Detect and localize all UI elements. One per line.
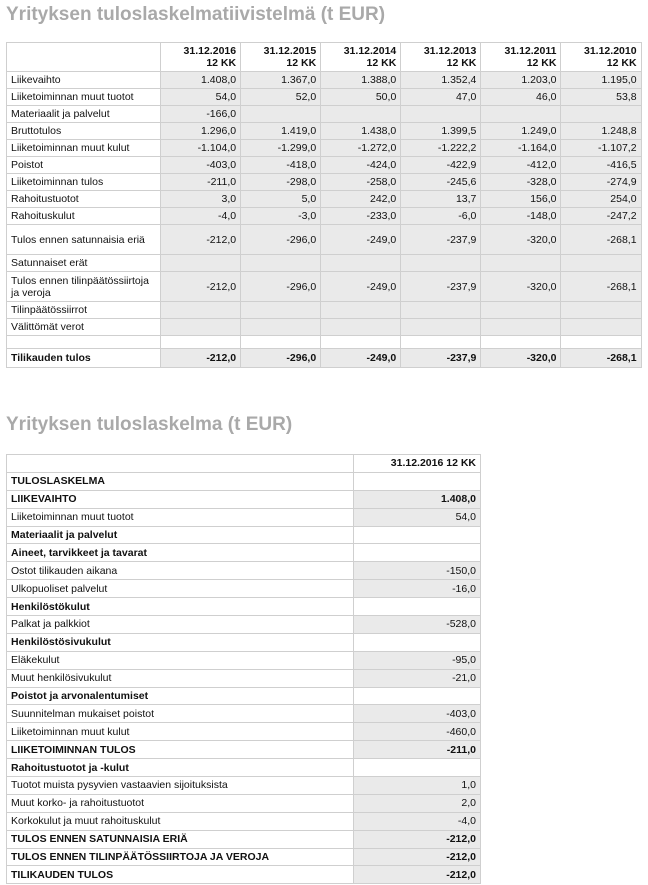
summary-cell: 1.419,0 (241, 123, 321, 140)
summary-total-label: Tilikauden tulos (7, 349, 161, 368)
spacer-cell (561, 336, 641, 349)
summary-cell: -296,0 (241, 272, 321, 302)
summary-cell: 1.296,0 (161, 123, 241, 140)
summary-cell: 50,0 (321, 89, 401, 106)
detail-row (7, 562, 481, 580)
period-header (401, 43, 481, 72)
summary-cell: -249,0 (321, 225, 401, 255)
detail-row (7, 490, 481, 508)
detail-row (7, 526, 481, 544)
summary-row-label: Liiketoiminnan tulos (7, 174, 161, 191)
summary-cell: -3,0 (241, 208, 321, 225)
summary-row (7, 89, 642, 106)
summary-cell: -247,2 (561, 208, 641, 225)
detail-row (7, 508, 481, 526)
summary-cell: 242,0 (321, 191, 401, 208)
summary-cell (161, 255, 241, 272)
summary-cell (481, 319, 561, 336)
period-header (161, 43, 241, 72)
summary-row (7, 140, 642, 157)
summary-row-label: Tulos ennen satunnaisia eriä (7, 225, 161, 255)
summary-cell (161, 302, 241, 319)
detail-row (7, 616, 481, 634)
summary-cell: 254,0 (561, 191, 641, 208)
summary-row (7, 123, 642, 140)
summary-cell: -212,0 (161, 225, 241, 255)
detail-row-value: -16,0 (354, 580, 481, 598)
summary-cell (161, 319, 241, 336)
summary-row-label: Tulos ennen tilinpäätössiirtoja ja veroja (7, 272, 161, 302)
summary-row (7, 174, 642, 191)
detail-row-label: Muut henkilösivukulut (7, 669, 354, 687)
summary-cell: -1.104,0 (161, 140, 241, 157)
summary-row-label: Rahoitustuotot (7, 191, 161, 208)
summary-cell: 1.408,0 (161, 72, 241, 89)
detail-header-row (7, 455, 481, 473)
summary-spacer-row (7, 336, 642, 349)
period-length: 12 KK (206, 57, 237, 69)
period-date: 31.12.2014 (343, 45, 397, 57)
summary-cell (561, 319, 641, 336)
summary-row-label: Poistot (7, 157, 161, 174)
period-length: 12 KK (366, 57, 397, 69)
detail-row (7, 472, 481, 490)
detail-header-corner (7, 455, 354, 473)
detail-row-label: Korkokulut ja muut rahoituskulut (7, 812, 354, 830)
detail-row-value (354, 687, 481, 705)
detail-row-value (354, 598, 481, 616)
summary-cell (321, 319, 401, 336)
detail-row-label: Henkilöstökulut (7, 598, 354, 616)
detail-row (7, 741, 481, 759)
summary-cell: -237,9 (401, 225, 481, 255)
summary-cell: -249,0 (321, 272, 401, 302)
detail-row-value: 1,0 (354, 777, 481, 795)
summary-cell (481, 302, 561, 319)
spacer-cell (241, 336, 321, 349)
detail-row-label: Materiaalit ja palvelut (7, 526, 354, 544)
detail-row (7, 544, 481, 562)
detail-row-label: TULOS ENNEN TILINPÄÄTÖSSIIRTOJA JA VEROJA (7, 848, 354, 866)
summary-row (7, 208, 642, 225)
summary-cell: -422,9 (401, 157, 481, 174)
detail-table (6, 454, 481, 884)
detail-row (7, 777, 481, 795)
detail-row (7, 812, 481, 830)
detail-row-label: Poistot ja arvonalentumiset (7, 687, 354, 705)
summary-cell: -320,0 (481, 272, 561, 302)
summary-cell: -424,0 (321, 157, 401, 174)
detail-row-label: Eläkekulut (7, 651, 354, 669)
summary-cell: -1.107,2 (561, 140, 641, 157)
summary-cell: 1.195,0 (561, 72, 641, 89)
summary-cell: -296,0 (241, 225, 321, 255)
period-date: 31.12.2015 (263, 45, 317, 57)
summary-cell: -4,0 (161, 208, 241, 225)
summary-row-label: Välittömät verot (7, 319, 161, 336)
summary-cell: -268,1 (561, 225, 641, 255)
summary-cell: -1.299,0 (241, 140, 321, 157)
summary-row-label: Liiketoiminnan muut tuotot (7, 89, 161, 106)
summary-cell (401, 302, 481, 319)
detail-row-value: -21,0 (354, 669, 481, 687)
summary-cell: -268,1 (561, 272, 641, 302)
period-header (481, 43, 561, 72)
detail-row (7, 794, 481, 812)
summary-row (7, 225, 642, 255)
summary-total-cell: -212,0 (161, 349, 241, 368)
summary-row-label: Materiaalit ja palvelut (7, 106, 161, 123)
detail-row (7, 633, 481, 651)
detail-row-label: Suunnitelman mukaiset poistot (7, 705, 354, 723)
detail-row-value (354, 633, 481, 651)
detail-row-value: -460,0 (354, 723, 481, 741)
summary-cell: 3,0 (161, 191, 241, 208)
summary-cell (241, 255, 321, 272)
summary-cell (321, 106, 401, 123)
detail-row (7, 830, 481, 848)
period-date: 31.12.2011 (504, 45, 557, 57)
detail-row-label: Palkat ja palkkiot (7, 616, 354, 634)
detail-row (7, 598, 481, 616)
summary-cell: -258,0 (321, 174, 401, 191)
summary-cell: 13,7 (401, 191, 481, 208)
summary-cell: 1.388,0 (321, 72, 401, 89)
summary-cell: -245,6 (401, 174, 481, 191)
summary-row-label: Satunnaiset erät (7, 255, 161, 272)
summary-cell: 1.249,0 (481, 123, 561, 140)
summary-cell: -416,5 (561, 157, 641, 174)
summary-cell: -1.222,2 (401, 140, 481, 157)
summary-cell: -1.164,0 (481, 140, 561, 157)
period-length: 12 KK (606, 57, 637, 69)
summary-cell (401, 319, 481, 336)
summary-cell: 47,0 (401, 89, 481, 106)
summary-total-cell: -320,0 (481, 349, 561, 368)
summary-row (7, 191, 642, 208)
summary-cell: 156,0 (481, 191, 561, 208)
summary-row-label: Rahoituskulut (7, 208, 161, 225)
summary-row (7, 319, 642, 336)
detail-row-value: 2,0 (354, 794, 481, 812)
period-date: 31.12.2010 (584, 45, 637, 57)
summary-cell: -166,0 (161, 106, 241, 123)
summary-row (7, 302, 642, 319)
detail-row (7, 669, 481, 687)
detail-row-label: TULOSLASKELMA (7, 472, 354, 490)
summary-cell (401, 106, 481, 123)
summary-cell: -6,0 (401, 208, 481, 225)
summary-cell: -148,0 (481, 208, 561, 225)
detail-title: Yrityksen tuloslaskelma (t EUR) (6, 414, 293, 435)
period-date: 31.12.2016 (183, 45, 237, 57)
summary-row (7, 72, 642, 89)
summary-cell: -412,0 (481, 157, 561, 174)
summary-row (7, 157, 642, 174)
detail-row (7, 687, 481, 705)
detail-row (7, 651, 481, 669)
spacer-cell (161, 336, 241, 349)
summary-cell: -212,0 (161, 272, 241, 302)
summary-cell: 53,8 (561, 89, 641, 106)
summary-cell: -320,0 (481, 225, 561, 255)
detail-row-value: 54,0 (354, 508, 481, 526)
summary-cell: 1.367,0 (241, 72, 321, 89)
detail-row (7, 723, 481, 741)
period-length: 12 KK (286, 57, 317, 69)
summary-cell: 1.399,5 (401, 123, 481, 140)
summary-cell: -1.272,0 (321, 140, 401, 157)
detail-row-value: -150,0 (354, 562, 481, 580)
summary-total-cell: -268,1 (561, 349, 641, 368)
summary-total-cell: -296,0 (241, 349, 321, 368)
detail-row-label: Henkilöstösivukulut (7, 633, 354, 651)
summary-cell: -418,0 (241, 157, 321, 174)
period-date: 31.12.2013 (423, 45, 477, 57)
detail-row-label: Liiketoiminnan muut kulut (7, 723, 354, 741)
period-header (561, 43, 641, 72)
detail-row-label: Tuotot muista pysyvien vastaavien sijoituksista (7, 777, 354, 795)
summary-cell: 1.203,0 (481, 72, 561, 89)
summary-cell: 1.438,0 (321, 123, 401, 140)
summary-cell: 54,0 (161, 89, 241, 106)
summary-cell (241, 302, 321, 319)
summary-cell: -237,9 (401, 272, 481, 302)
spacer-cell (7, 336, 161, 349)
detail-row-value (354, 472, 481, 490)
summary-cell: -211,0 (161, 174, 241, 191)
spacer-cell (401, 336, 481, 349)
detail-row-label: LIIKEVAIHTO (7, 490, 354, 508)
detail-row-value: -528,0 (354, 616, 481, 634)
summary-row-label: Liikevaihto (7, 72, 161, 89)
detail-row-value: 1.408,0 (354, 490, 481, 508)
summary-table (6, 42, 642, 368)
detail-row (7, 705, 481, 723)
summary-cell (241, 319, 321, 336)
summary-row-label: Liiketoiminnan muut kulut (7, 140, 161, 157)
summary-cell (561, 106, 641, 123)
summary-row-label: Bruttotulos (7, 123, 161, 140)
detail-row-value: -211,0 (354, 741, 481, 759)
detail-row (7, 848, 481, 866)
summary-cell (401, 255, 481, 272)
summary-row (7, 272, 642, 302)
summary-total-cell: -249,0 (321, 349, 401, 368)
detail-row-label: LIIKETOIMINNAN TULOS (7, 741, 354, 759)
summary-cell: 1.248,8 (561, 123, 641, 140)
detail-row-label: Ostot tilikauden aikana (7, 562, 354, 580)
detail-row-label: TILIKAUDEN TULOS (7, 866, 354, 884)
summary-total-cell: -237,9 (401, 349, 481, 368)
detail-row-value: -95,0 (354, 651, 481, 669)
summary-cell (241, 106, 321, 123)
detail-row-value: -403,0 (354, 705, 481, 723)
detail-row (7, 866, 481, 884)
period-header (241, 43, 321, 72)
summary-cell: -403,0 (161, 157, 241, 174)
detail-row-label: Rahoitustuotot ja -kulut (7, 759, 354, 777)
detail-row-value (354, 759, 481, 777)
detail-row-label: TULOS ENNEN SATUNNAISIA ERIÄ (7, 830, 354, 848)
summary-cell: -328,0 (481, 174, 561, 191)
detail-row (7, 759, 481, 777)
summary-cell: 5,0 (241, 191, 321, 208)
period-header (321, 43, 401, 72)
summary-cell: 46,0 (481, 89, 561, 106)
detail-row-value: -212,0 (354, 848, 481, 866)
summary-cell: 1.352,4 (401, 72, 481, 89)
detail-row-label: Liiketoiminnan muut tuotot (7, 508, 354, 526)
detail-row-value (354, 544, 481, 562)
detail-row-value (354, 526, 481, 544)
summary-total-row (7, 349, 642, 368)
summary-cell (321, 302, 401, 319)
detail-row-label: Ulkopuoliset palvelut (7, 580, 354, 598)
summary-cell (561, 255, 641, 272)
detail-row-value: -212,0 (354, 830, 481, 848)
detail-row-label: Muut korko- ja rahoitustuotot (7, 794, 354, 812)
spacer-cell (321, 336, 401, 349)
detail-row-label: Aineet, tarvikkeet ja tavarat (7, 544, 354, 562)
summary-row-label: Tilinpäätössiirrot (7, 302, 161, 319)
summary-row (7, 106, 642, 123)
summary-cell: -233,0 (321, 208, 401, 225)
detail-row-value: -212,0 (354, 866, 481, 884)
spacer-cell (481, 336, 561, 349)
summary-cell: -274,9 (561, 174, 641, 191)
period-length: 12 KK (526, 57, 557, 69)
summary-title: Yrityksen tuloslaskelmatiivistelmä (t EUR) (6, 4, 386, 25)
detail-period-header: 31.12.2016 12 KK (354, 455, 481, 473)
summary-header-corner (7, 43, 161, 72)
summary-cell: -298,0 (241, 174, 321, 191)
summary-cell: 52,0 (241, 89, 321, 106)
period-length: 12 KK (446, 57, 477, 69)
summary-row (7, 255, 642, 272)
summary-header-row (7, 43, 642, 72)
summary-cell (321, 255, 401, 272)
detail-row-value: -4,0 (354, 812, 481, 830)
summary-cell (481, 106, 561, 123)
summary-cell (481, 255, 561, 272)
detail-row (7, 580, 481, 598)
summary-cell (561, 302, 641, 319)
